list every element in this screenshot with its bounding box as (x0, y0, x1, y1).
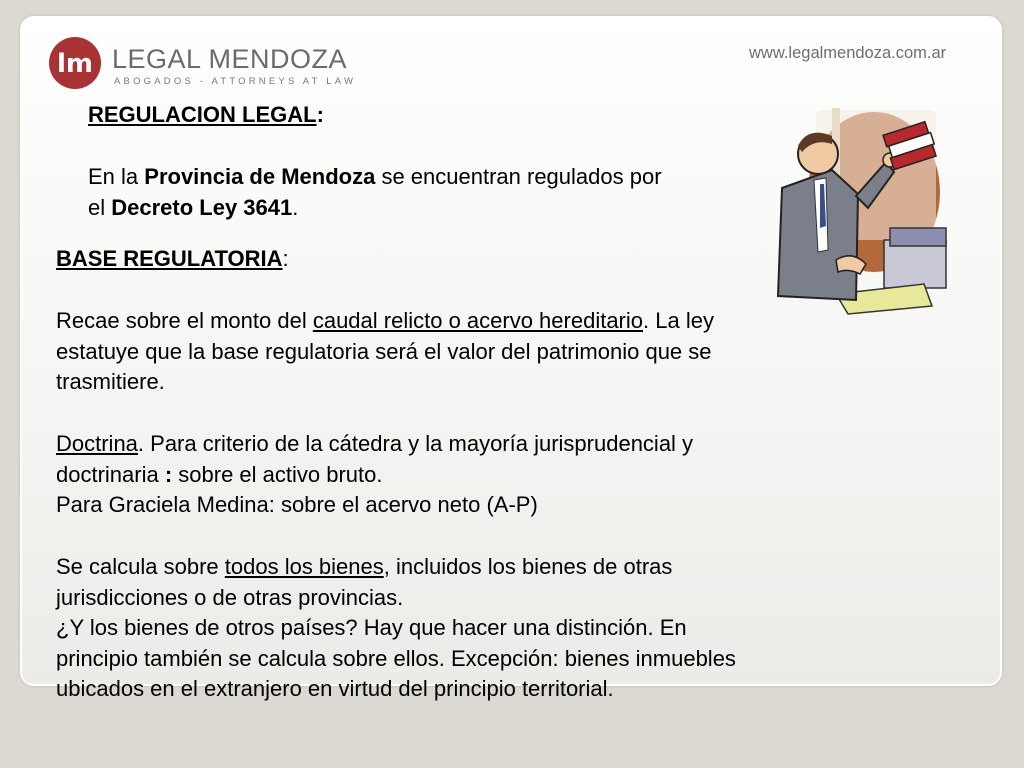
caudal-relicto-term: caudal relicto o acervo hereditario (312, 308, 644, 333)
base-p1-pre: Recae sobre el monto del (56, 308, 313, 333)
logo-name: LEGAL MENDOZA (112, 44, 348, 74)
base-heading (56, 244, 289, 275)
calculo-paragraph (56, 552, 736, 705)
base-p1-line3: trasmitiere. (56, 369, 165, 394)
regulacion-text (88, 162, 662, 223)
doctrina-label: Doctrina (56, 431, 138, 456)
calculo-line5: ubicados en el extranjero en virtud del principio territorial. (56, 676, 614, 701)
regulacion-line1-bold: Provincia de Mendoza (144, 164, 376, 189)
base-paragraph (56, 306, 714, 398)
calculo-line3: ¿Y los bienes de otros países? Hay que hacer una distinción. En (56, 615, 687, 640)
regulacion-line1-pre: En la (88, 164, 145, 189)
doctrina-line2-post: sobre el activo bruto. (172, 461, 383, 487)
doctrina-line1-post: . Para criterio de la cátedra y la mayoría jurisprudencial y (137, 431, 694, 456)
lm-logo-icon (48, 36, 102, 90)
regulacion-line2-bold: Decreto Ley 3641 (111, 194, 293, 220)
man-with-books-icon (774, 100, 954, 322)
brand-logo (48, 36, 357, 92)
calculo-line1-post: , incluidos los bienes de otras (383, 554, 673, 579)
base-p1-post: . La ley (643, 308, 714, 333)
calculo-line2: jurisdicciones o de otras provincias. (56, 584, 404, 610)
doctrina-line2-bold: : (164, 461, 173, 487)
regulacion-line2-post: . (292, 194, 299, 220)
doctrina-paragraph (56, 429, 693, 521)
todos-los-bienes-term: todos los bienes (224, 554, 384, 579)
base-title: BASE REGULATORIA (56, 246, 283, 271)
calculo-line1-pre: Se calcula sobre (56, 554, 225, 579)
svg-text:lm: lm (56, 49, 94, 79)
regulacion-title-colon: : (316, 102, 324, 127)
regulacion-line2-pre: el (88, 194, 112, 220)
doctrina-line2-pre: doctrinaria (56, 461, 165, 487)
regulacion-heading (88, 100, 324, 131)
regulacion-line1-post: se encuentran regulados por (375, 164, 662, 189)
website-url: www.legalmendoza.com.ar (749, 44, 947, 62)
base-title-colon: : (282, 246, 289, 271)
doctrina-line3: Para Graciela Medina: sobre el acervo neto (A-P) (56, 492, 538, 517)
calculo-line4: principio también se calcula sobre ellos. Excepción: bienes inmuebles (56, 645, 736, 671)
base-p1-line2: estatuye que la base regulatoria será el valor del patrimonio que se (56, 338, 712, 364)
regulacion-title: REGULACION LEGAL (88, 102, 317, 127)
logo-tagline: ABOGADOS - ATTORNEYS AT LAW (114, 76, 357, 87)
